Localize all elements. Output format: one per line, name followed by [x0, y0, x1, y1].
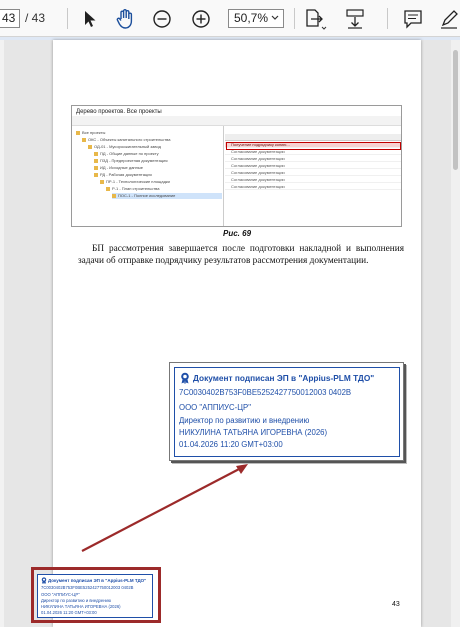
embedded-window-title: Дерево проектов. Все проекты: [76, 109, 162, 115]
comment-icon: [402, 8, 424, 30]
tree-item: ОКС - Объекты капитального строительства: [82, 137, 170, 143]
stamp-certificate: 7C0030402B753F0BE5252427750012003 0402B: [41, 585, 134, 590]
fit-page-button[interactable]: [302, 6, 328, 31]
tree-item: ПД - Общие данные по проекту: [94, 151, 159, 157]
page-footer-number: 43: [392, 601, 400, 608]
stamp-organization: ООО "АППИУС-ЦР": [179, 403, 251, 412]
stamp-signer: НИКУЛИНА ТАТЬЯНА ИГОРЕВНА (2026): [41, 604, 121, 609]
stamp-position: Директор по развитию и внедрению: [179, 416, 310, 425]
grid-row: Согласование документации: [225, 163, 402, 169]
tree-item-selected: ПОС-1 - Полное исследование: [112, 193, 222, 199]
stamp-header: Документ подписан ЭП в "Appius-PLM ТДО": [193, 373, 375, 383]
comment-button[interactable]: [400, 6, 426, 31]
tree-item: ИД - Исходные данные: [94, 165, 143, 171]
chevron-down-icon: [270, 12, 280, 24]
body-paragraph: БП рассмотрения завершается после подготовки накладной и выполнения задачи об отправке подрядчику результатов рассмотрения документации.: [78, 244, 404, 266]
page-number-input[interactable]: 43: [0, 9, 20, 28]
figure-caption: Рис. 69: [223, 229, 252, 238]
toolbar-divider: [294, 8, 295, 29]
scroll-mode-icon: [344, 8, 366, 30]
stamp-datetime: 01.04.2026 11:20 GMT+03:00: [41, 610, 97, 615]
tree-item: ОД-01 - Мусоросжигательный завод: [88, 144, 161, 150]
stamp-position: Директор по развитию и внедрению: [41, 598, 111, 603]
embedded-screenshot: [71, 105, 402, 227]
grid-row-highlighted: Получение подрядчику копию...: [225, 142, 402, 148]
toolbar-divider: [387, 8, 388, 29]
tree-item: Все проекты: [76, 130, 105, 136]
fit-page-icon: [303, 8, 327, 30]
grid-row: Согласование документации: [225, 156, 402, 162]
toolbar-divider: [67, 8, 68, 29]
embedded-toolbar: [72, 116, 402, 126]
zoom-out-button[interactable]: [150, 6, 174, 31]
draw-button[interactable]: [438, 6, 460, 31]
left-panel-edge: [0, 40, 4, 627]
stamp-datetime: 01.04.2026 11:20 GMT+03:00: [179, 440, 283, 449]
pdf-toolbar: [0, 0, 460, 37]
select-tool-button[interactable]: [80, 6, 100, 31]
signature-stamp-border: [174, 367, 400, 457]
stamp-signer: НИКУЛИНА ТАТЬЯНА ИГОРЕВНА (2026): [179, 428, 328, 437]
page-total-label: / 43: [25, 11, 46, 25]
seal-icon: [180, 372, 190, 384]
stamp-header: Документ подписан ЭП в "Appius-PLM ТДО": [48, 578, 147, 583]
grid-row: Согласование документации: [225, 170, 402, 176]
embedded-tree: [72, 126, 224, 227]
select-arrow-icon: [83, 10, 97, 28]
tree-item: РД - Рабочая документация: [94, 172, 152, 178]
tree-item: ПР-1 - Технологические площадки: [100, 179, 170, 185]
zoom-level-value: 50,7%: [234, 11, 269, 25]
grid-row: Согласование документации: [225, 184, 402, 190]
grid-header: [225, 134, 402, 141]
stamp-certificate: 7C0030402B753F0BE5252427750012003 0402B: [179, 388, 352, 397]
zoom-in-icon: [191, 9, 211, 29]
tree-item: ПЗД - Предпроектная документация: [94, 158, 168, 164]
pen-icon: [439, 8, 459, 30]
zoom-in-button[interactable]: [189, 6, 213, 31]
scrollbar-thumb[interactable]: [453, 50, 458, 170]
tree-item: Р-1 - План строительства: [106, 186, 159, 192]
hand-tool-button[interactable]: [112, 6, 138, 31]
stamp-organization: ООО "АППИУС-ЦР": [41, 592, 80, 597]
zoom-level-select[interactable]: [228, 9, 284, 28]
embedded-highlight-box: [226, 142, 401, 150]
scroll-mode-button[interactable]: [342, 6, 368, 31]
grid-row: Согласование документации: [225, 149, 402, 155]
signature-stamp-original: [37, 574, 153, 618]
signature-stamp-enlarged: [169, 362, 404, 461]
grid-row: Согласование документации: [225, 177, 402, 183]
hand-icon: [114, 8, 136, 30]
zoom-out-icon: [152, 9, 172, 29]
seal-icon: [41, 577, 47, 584]
